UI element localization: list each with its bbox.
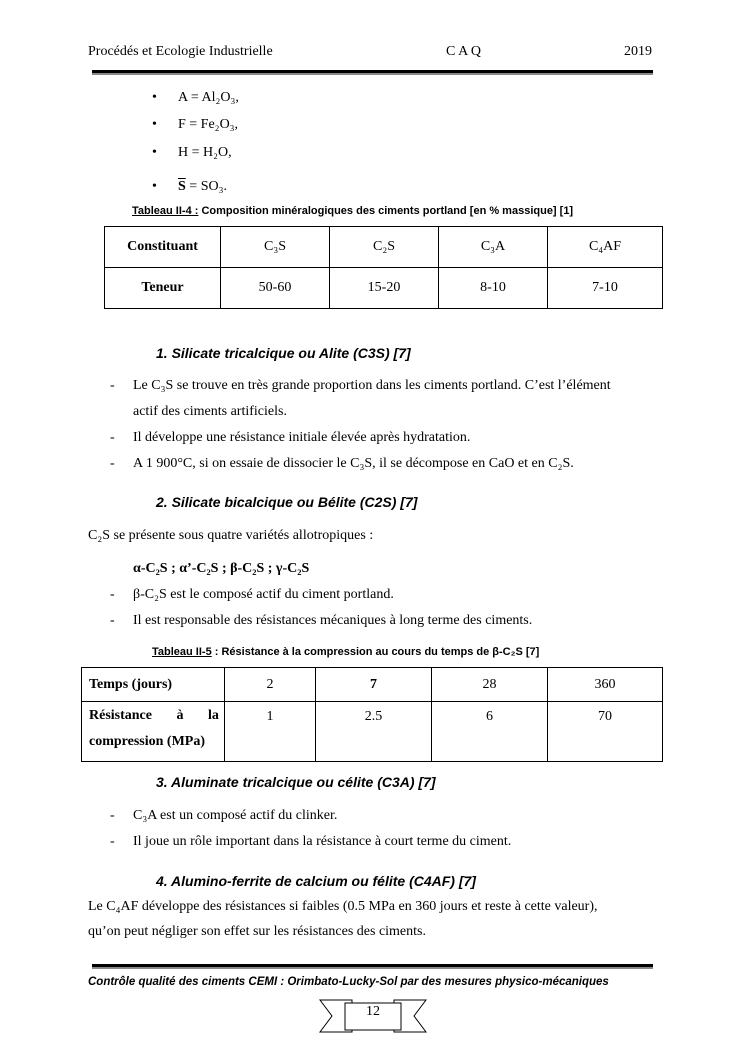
table-cell: Constituant: [105, 227, 221, 268]
page-number: 12: [366, 1004, 380, 1019]
paragraph-line: qu’on peut négliger son effet sur les résistances des ciments.: [88, 924, 426, 939]
table-cell: 15-20: [330, 268, 439, 309]
table-cell: C₃S: [221, 227, 330, 268]
list-item: • $\overline{S} = SO_3$.: [152, 179, 227, 194]
table-cell: 28: [432, 668, 548, 702]
section-title: 1. Silicate tricalcique ou Alite (C3S) [7]: [156, 345, 411, 361]
table-cell: C₄AF: [548, 227, 663, 268]
header-rule: [92, 70, 653, 73]
header-left: Procédés et Ecologie Industrielle: [88, 44, 273, 59]
dash: -: [110, 456, 115, 471]
paragraph-line: Il joue un rôle important dans la résistance à court terme du ciment.: [133, 834, 512, 849]
table-cell: Temps (jours): [82, 668, 225, 702]
paragraph-line: C₂S se présente sous quatre variétés allotropiques :: [88, 528, 374, 543]
table-row: [105, 268, 663, 309]
table-cell: Teneur: [105, 268, 221, 309]
table-cell: C₂S: [330, 227, 439, 268]
dash: -: [110, 430, 115, 445]
table-cell: 8-10: [439, 268, 548, 309]
table-cell: C₃A: [439, 227, 548, 268]
table-row: [82, 668, 663, 702]
table-cell: 7-10: [548, 268, 663, 309]
table-cell: 7: [316, 668, 432, 702]
dash: -: [110, 834, 115, 849]
table-row: [82, 702, 663, 762]
table1-caption: Tableau II-4 : Composition minéralogiques des ciments portland [en % massique] [1]: [132, 205, 574, 217]
table-cell: 70: [548, 702, 663, 762]
table-cell: 6: [432, 702, 548, 762]
table-row: [105, 227, 663, 268]
header-center: C A Q: [446, 44, 482, 59]
list-item: • A = Al₂O₃,: [152, 90, 239, 105]
paragraph-line: C₃A est un composé actif du clinker.: [133, 808, 338, 823]
table2: [81, 667, 663, 762]
paragraph-line: Il développe une résistance initiale élevée après hydratation.: [133, 430, 471, 445]
dash: -: [110, 613, 115, 628]
footer-rule: [92, 964, 653, 967]
table-cell: 360: [548, 668, 663, 702]
dash: -: [110, 808, 115, 823]
table-cell: 2: [225, 668, 316, 702]
paragraph-line: actif des ciments artificiels.: [133, 404, 287, 419]
section-title: 2. Silicate bicalcique ou Bélite (C2S) [7]: [156, 494, 418, 510]
table-cell: 2.5: [316, 702, 432, 762]
dash: -: [110, 378, 115, 393]
paragraph-line: β-C₂S est le composé actif du ciment portland.: [133, 587, 394, 602]
paragraph-line: Il est responsable des résistances mécaniques à long terme des ciments.: [133, 613, 533, 628]
paragraph-line: Le C₄AF développe des résistances si faibles (0.5 MPa en 360 jours et reste à cette valeur),: [88, 899, 598, 914]
paragraph-line: A 1 900°C, si on essaie de dissocier le C₃S, il se décompose en CaO et en C₂S.: [133, 456, 574, 471]
table2-caption: Tableau II-5 : Résistance à la compression au cours du temps de β-C₂S [7]: [152, 646, 540, 658]
list-item: • F = Fe₂O₃,: [152, 117, 239, 132]
dash: -: [110, 587, 115, 602]
table-cell: 50-60: [221, 268, 330, 309]
footer-text: Contrôle qualité des ciments CEMI : Orimbato-Lucky-Sol par des mesures physico-mécaniques: [88, 976, 609, 988]
table-cell: Résistance à la compression (MPa): [82, 702, 225, 762]
paragraph-line: Le C₃S se trouve en très grande proportion dans les ciments portland. C’est l’élément: [133, 378, 611, 393]
header-right: 2019: [624, 44, 652, 59]
section-title: 3. Aluminate tricalcique ou célite (C3A) [7]: [156, 774, 436, 790]
table1: [104, 226, 663, 309]
list-item: • H = H₂O,: [152, 145, 232, 160]
section-title: 4. Alumino-ferrite de calcium ou félite (C4AF) [7]: [156, 873, 476, 889]
table-cell: 1: [225, 702, 316, 762]
allotropic-forms: α-C₂S ; α’-C₂S ; β-C₂S ; γ-C₂S: [133, 561, 310, 576]
